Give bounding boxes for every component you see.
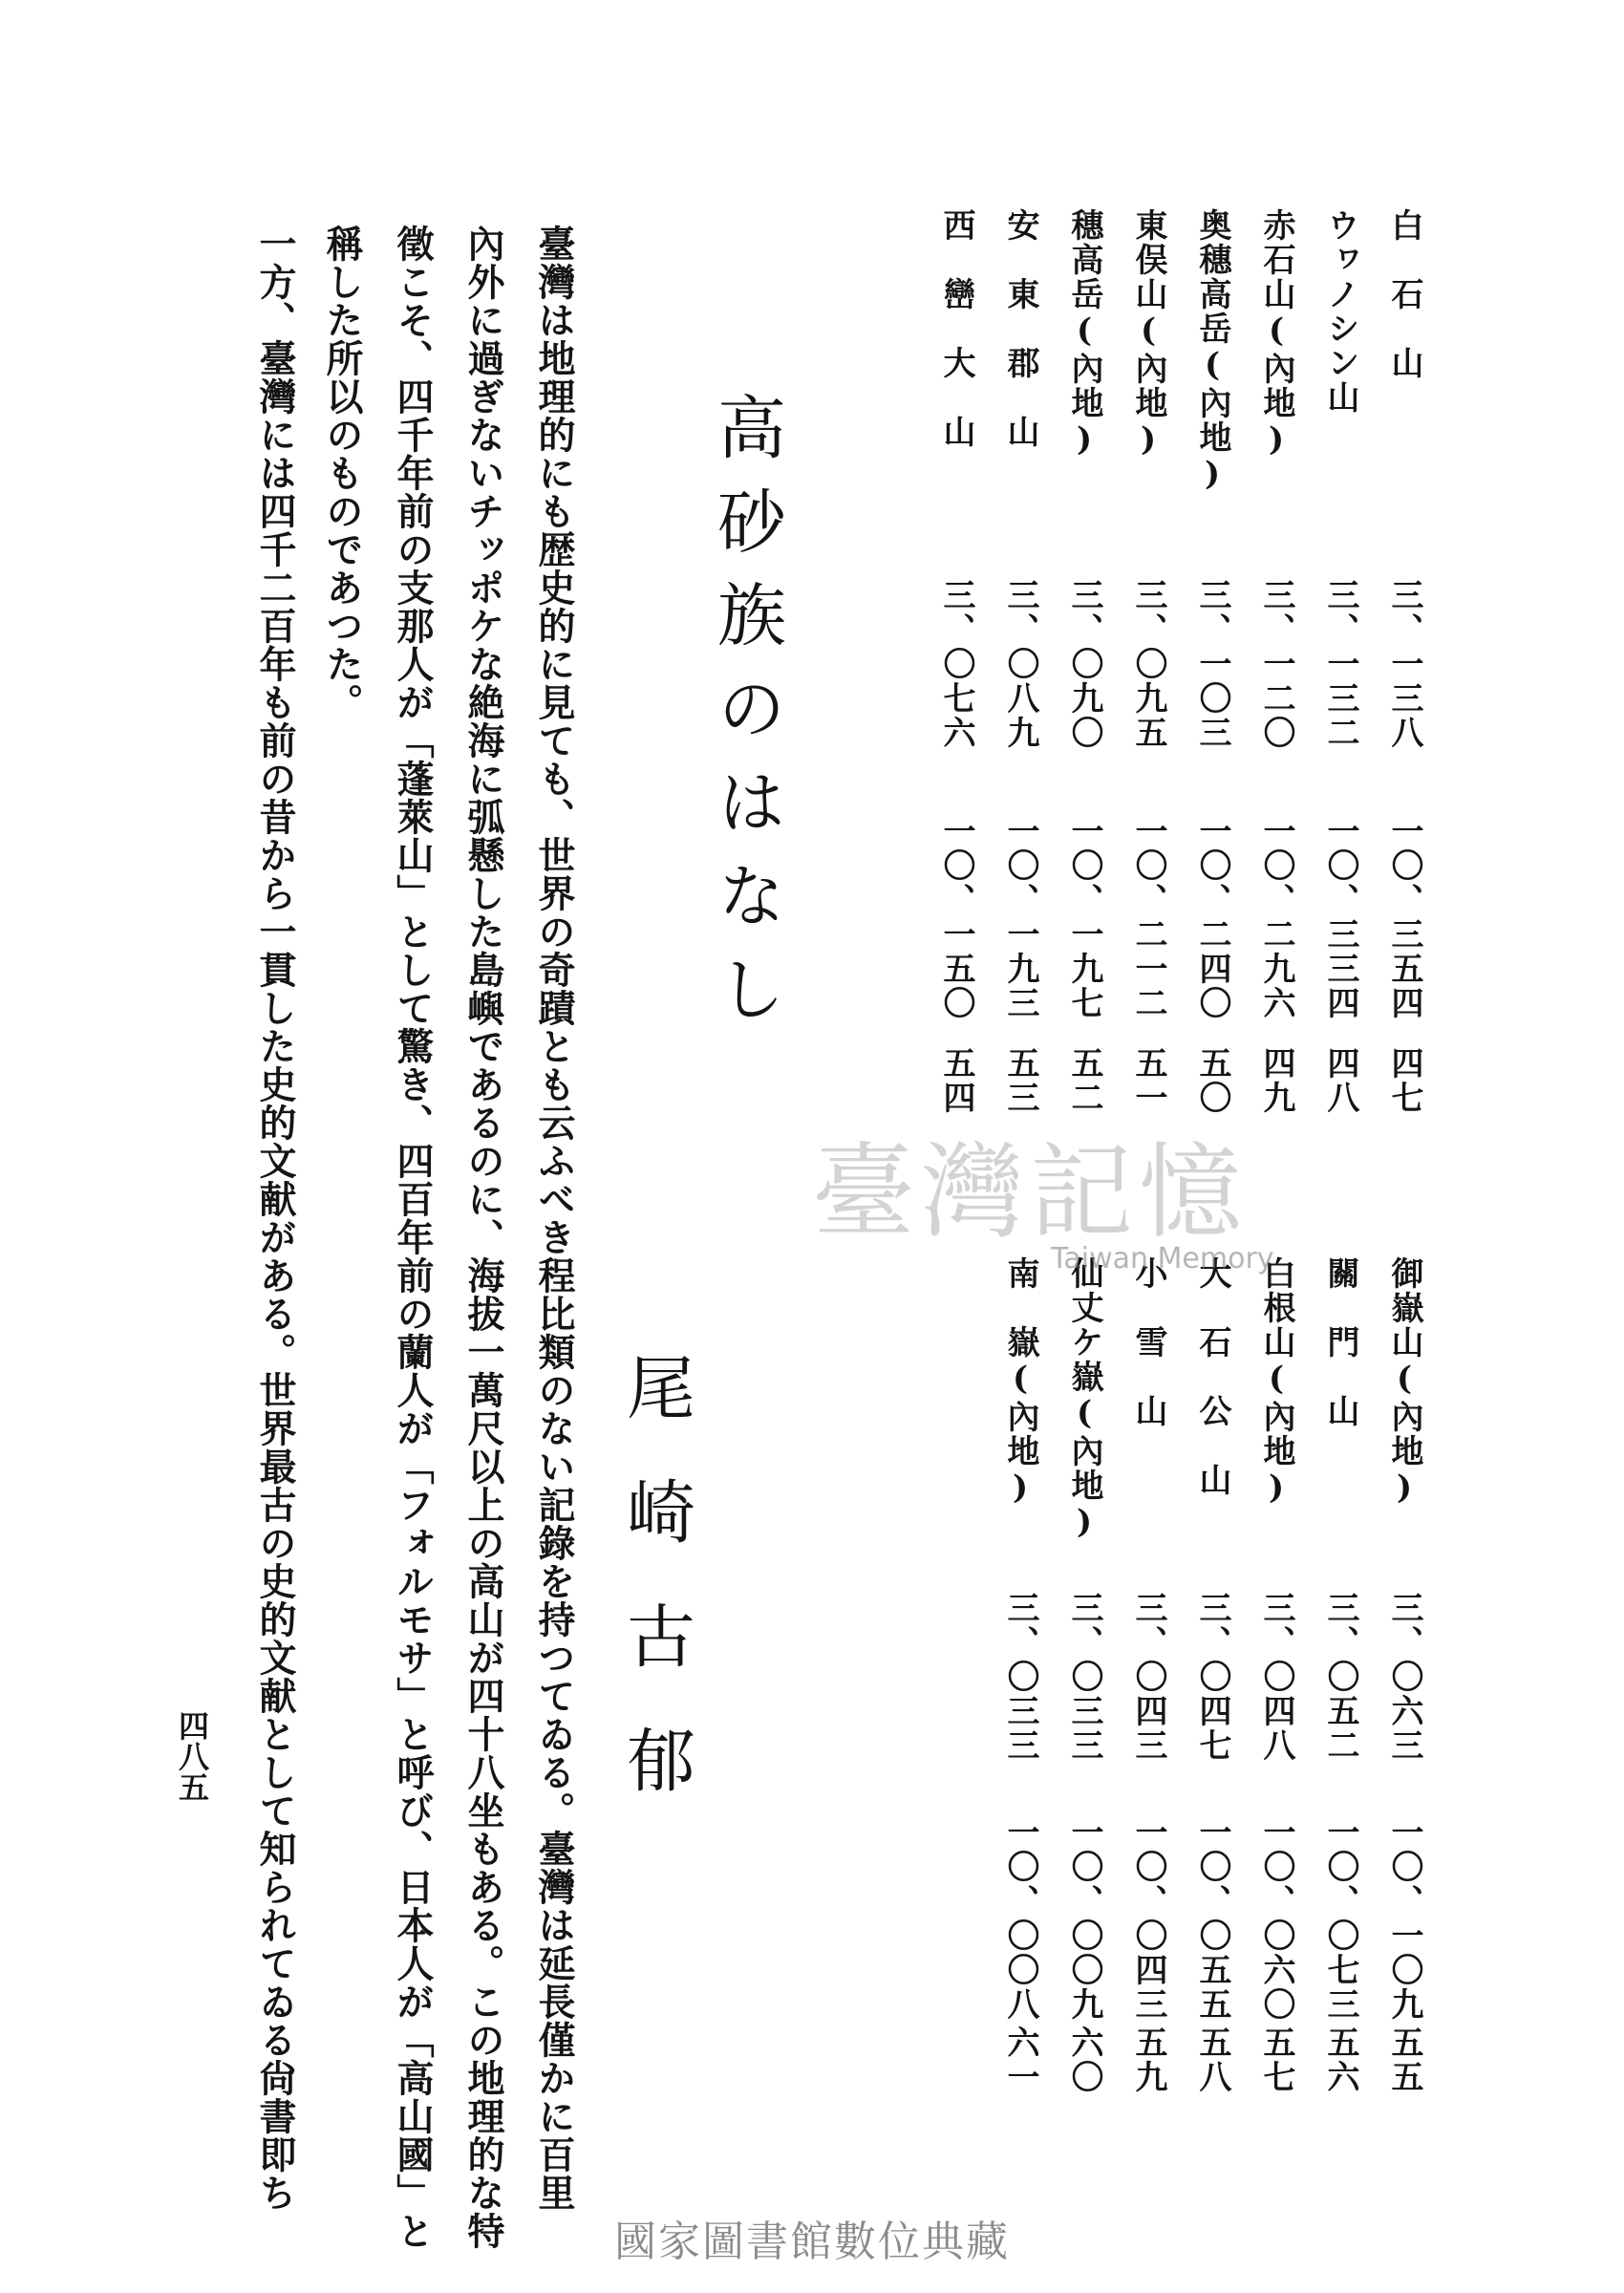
height-feet: 一〇、二九六 — [1257, 814, 1295, 1020]
watermark-subtitle: Taiwan Memory — [1051, 1242, 1274, 1275]
height-meters: 三、〇四三 — [1129, 1591, 1167, 1763]
rank-number: 五九 — [1129, 2025, 1167, 2094]
height-feet: 一〇、〇〇九 — [1065, 1815, 1103, 2022]
body-line: 內外に過ぎないチッポケな絶海に弧懸した島嶼であるのに、海拔一萬尺以上の高山が四十八坐もある。この地理的な特 — [461, 225, 505, 2250]
height-meters: 三、〇五二 — [1321, 1591, 1359, 1763]
height-meters: 三、一三八 — [1385, 578, 1423, 750]
height-meters: 三、〇九〇 — [1065, 578, 1103, 750]
mountain-name: 穗高岳(內地) — [1065, 208, 1103, 461]
height-meters: 三、〇三三 — [1001, 1591, 1039, 1763]
rank-number: 五四 — [937, 1046, 975, 1115]
height-meters: 三、〇六三 — [1385, 1591, 1423, 1763]
height-feet: 一〇、二一二 — [1129, 814, 1167, 1020]
mountain-name: 赤石山(內地) — [1257, 208, 1295, 461]
mountain-name: 小 雪 山 — [1129, 1256, 1167, 1428]
height-meters: 三、〇七六 — [937, 578, 975, 750]
body-line: 臺灣は地理的にも歴史的に見ても、世界の奇蹟とも云ふべき程比類のない記錄を持つてゐる。臺灣は延長僅かに百里 — [532, 225, 576, 2212]
mountain-name: 關 門 山 — [1321, 1256, 1359, 1428]
footer-credit: 國家圖書館數位典藏 — [614, 2218, 1010, 2266]
height-feet: 一〇、〇五五 — [1193, 1815, 1231, 2022]
mountain-name: 南 嶽(內地) — [1001, 1256, 1039, 1509]
rank-number: 六一 — [1001, 2025, 1039, 2094]
rank-number: 五七 — [1257, 2025, 1295, 2094]
rank-number: 四七 — [1385, 1046, 1423, 1115]
height-feet: 一〇、二四〇 — [1193, 814, 1231, 1020]
height-feet: 一〇、三五四 — [1385, 814, 1423, 1020]
mountain-name: 安 東 郡 山 — [1001, 208, 1039, 449]
mountain-name: 東俣山(內地) — [1129, 208, 1167, 461]
height-feet: 一〇、〇七三 — [1321, 1815, 1359, 2022]
height-feet: 一〇、〇四三 — [1129, 1815, 1167, 2022]
height-feet: 一〇、三三四 — [1321, 814, 1359, 1020]
height-feet: 一〇、一〇九 — [1385, 1815, 1423, 2022]
height-feet: 一〇、一九七 — [1065, 814, 1103, 1020]
height-feet: 一〇、〇六〇 — [1257, 1815, 1295, 2022]
height-meters: 三、一三二 — [1321, 578, 1359, 750]
rank-number: 五一 — [1129, 1046, 1167, 1115]
mountain-name: 白根山(內地) — [1257, 1256, 1295, 1509]
watermark — [812, 1133, 1309, 1285]
height-feet: 一〇、〇〇八 — [1001, 1815, 1039, 2022]
height-meters: 三、〇八九 — [1001, 578, 1039, 750]
mountain-name: 白 石 山 — [1385, 208, 1423, 380]
rank-number: 五〇 — [1193, 1046, 1231, 1115]
mountain-name: 大 石 公 山 — [1193, 1256, 1231, 1497]
watermark-logo: 臺灣記憶 — [812, 1133, 1249, 1253]
body-line: 稱した所以のものであつた。 — [320, 225, 364, 721]
mountain-name: 仙丈ケ嶽(內地) — [1065, 1256, 1103, 1543]
mountain-name: 奥穗高岳(內地) — [1193, 208, 1231, 495]
mountain-name: ウヮノシン山 — [1321, 208, 1359, 415]
rank-number: 五六 — [1321, 2025, 1359, 2094]
rank-number: 五二 — [1065, 1046, 1103, 1115]
author-name: 尾崎古郁 — [615, 1352, 695, 1849]
body-line: 徵こそ、四千年前の支那人が「蓬萊山」として驚き、四百年前の蘭人が「フォルモサ」と呼び、日本人が「高山國」と — [391, 225, 435, 2250]
rank-number: 四八 — [1321, 1046, 1359, 1115]
height-feet: 一〇、一五〇 — [937, 814, 975, 1020]
rank-number: 六〇 — [1065, 2025, 1103, 2094]
height-meters: 三、〇四七 — [1193, 1591, 1231, 1763]
height-meters: 三、〇四八 — [1257, 1591, 1295, 1763]
page-number: 四八五 — [174, 1710, 210, 1802]
rank-number: 五五 — [1385, 2025, 1423, 2094]
height-meters: 三、〇三三 — [1065, 1591, 1103, 1763]
rank-number: 四九 — [1257, 1046, 1295, 1115]
mountain-name: 御嶽山(內地) — [1385, 1256, 1423, 1509]
rank-number: 五八 — [1193, 2025, 1231, 2094]
height-meters: 三、〇九五 — [1129, 578, 1167, 750]
height-feet: 一〇、一九三 — [1001, 814, 1039, 1020]
page-title: 高砂族のはなし — [706, 392, 786, 1047]
body-line: 一方、臺灣には四千二百年も前の昔から一貫した史的文献がある。世界最古の史的文献として知られてゐる尙書即ち — [253, 225, 297, 2212]
height-meters: 三、一〇三 — [1193, 578, 1231, 750]
mountain-name: 西 巒 大 山 — [937, 208, 975, 449]
height-meters: 三、一二〇 — [1257, 578, 1295, 750]
rank-number: 五三 — [1001, 1046, 1039, 1115]
